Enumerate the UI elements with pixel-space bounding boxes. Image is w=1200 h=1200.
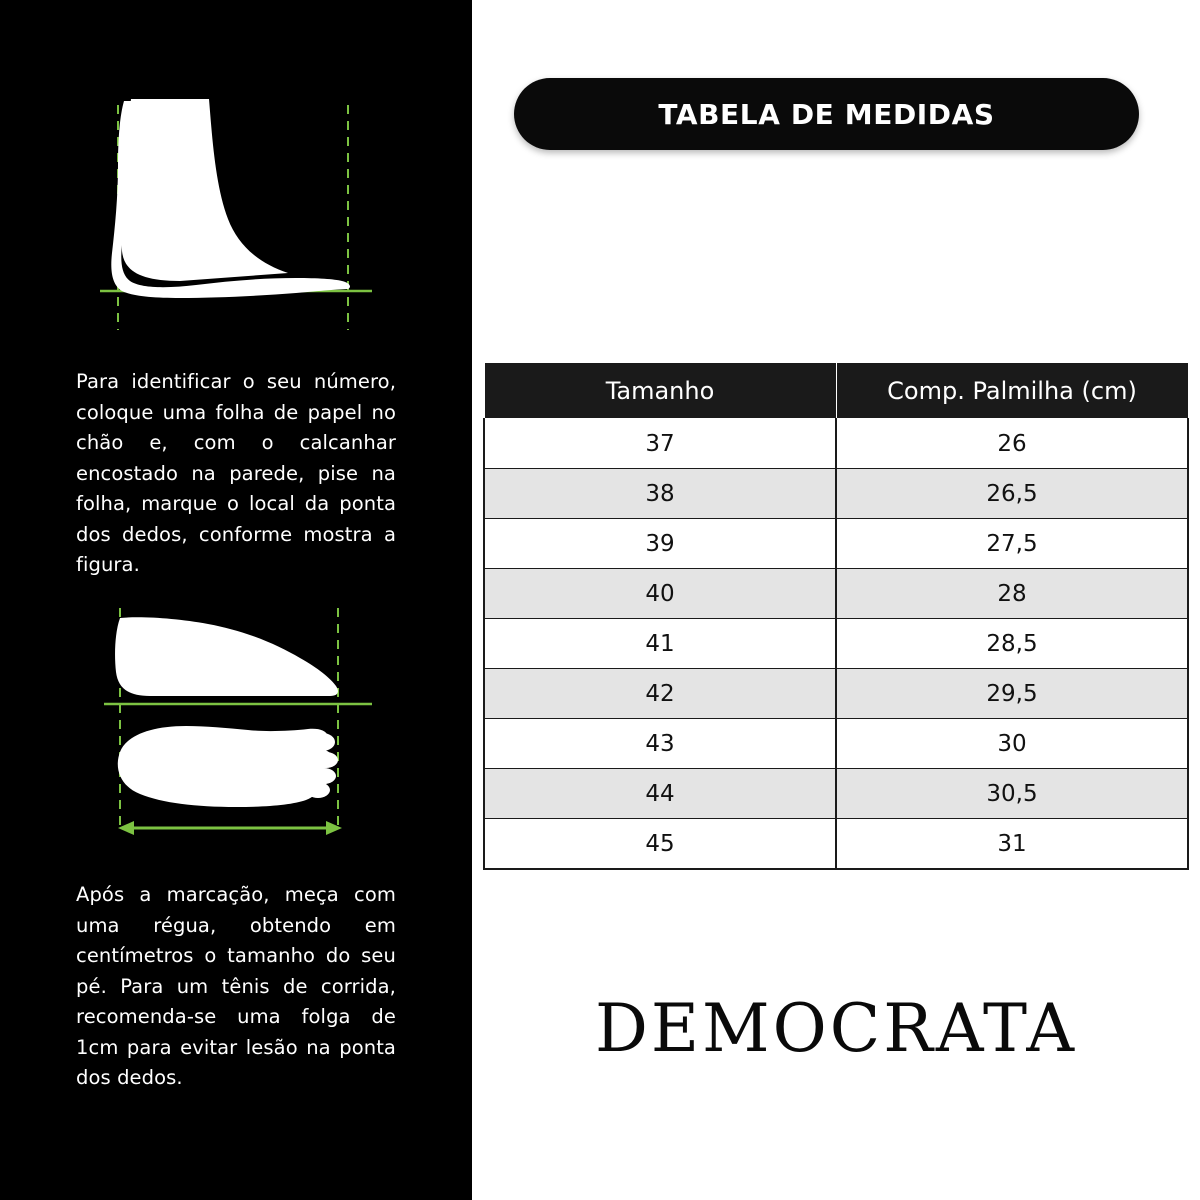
cell-size: 40 [484,569,836,619]
table-row [484,569,1188,619]
foot-top-view-diagram [0,600,472,850]
table-row [484,419,1188,469]
cell-insole: 28 [836,569,1188,619]
size-table-wrapper [483,362,1189,870]
cell-insole: 30 [836,719,1188,769]
table-row [484,819,1188,870]
instruction-step-1: Para identificar o seu número, coloque uma folha de papel no chão e, com o calcanhar encostado na parede, pise na folha, marque o local da ponta dos dedos, conforme mostra a figura. [76,370,396,576]
cell-insole: 26 [836,419,1188,469]
cell-size: 39 [484,519,836,569]
table-row [484,619,1188,669]
cell-insole: 26,5 [836,469,1188,519]
foot-side-view-diagram [0,95,472,345]
cell-insole: 30,5 [836,769,1188,819]
page-title-text: TABELA DE MEDIDAS [658,97,995,131]
measurements-panel [472,0,1200,1200]
column-header-insole-length: Comp. Palmilha (cm) [836,363,1188,419]
cell-size: 45 [484,819,836,870]
instructions-panel [0,0,472,1200]
instruction-step-2: Após a marcação, meça com uma régua, obtendo em centímetros o tamanho do seu pé. Para um tênis de corrida, recomenda-se uma folga de 1cm para evitar lesão na ponta dos dedos. [76,883,396,1089]
size-table [483,362,1189,870]
table-row [484,769,1188,819]
cell-insole: 27,5 [836,519,1188,569]
table-header-row [484,363,1188,419]
page-title [514,78,1139,150]
table-row [484,469,1188,519]
cell-insole: 28,5 [836,619,1188,669]
table-row [484,519,1188,569]
cell-size: 43 [484,719,836,769]
cell-size: 37 [484,419,836,469]
cell-size: 38 [484,469,836,519]
brand-logo: DEMOCRATA [594,990,1078,1067]
cell-size: 44 [484,769,836,819]
cell-insole: 29,5 [836,669,1188,719]
cell-size: 42 [484,669,836,719]
cell-insole: 31 [836,819,1188,870]
cell-size: 41 [484,619,836,669]
table-row [484,669,1188,719]
column-header-size: Tamanho [484,363,836,419]
table-row [484,719,1188,769]
